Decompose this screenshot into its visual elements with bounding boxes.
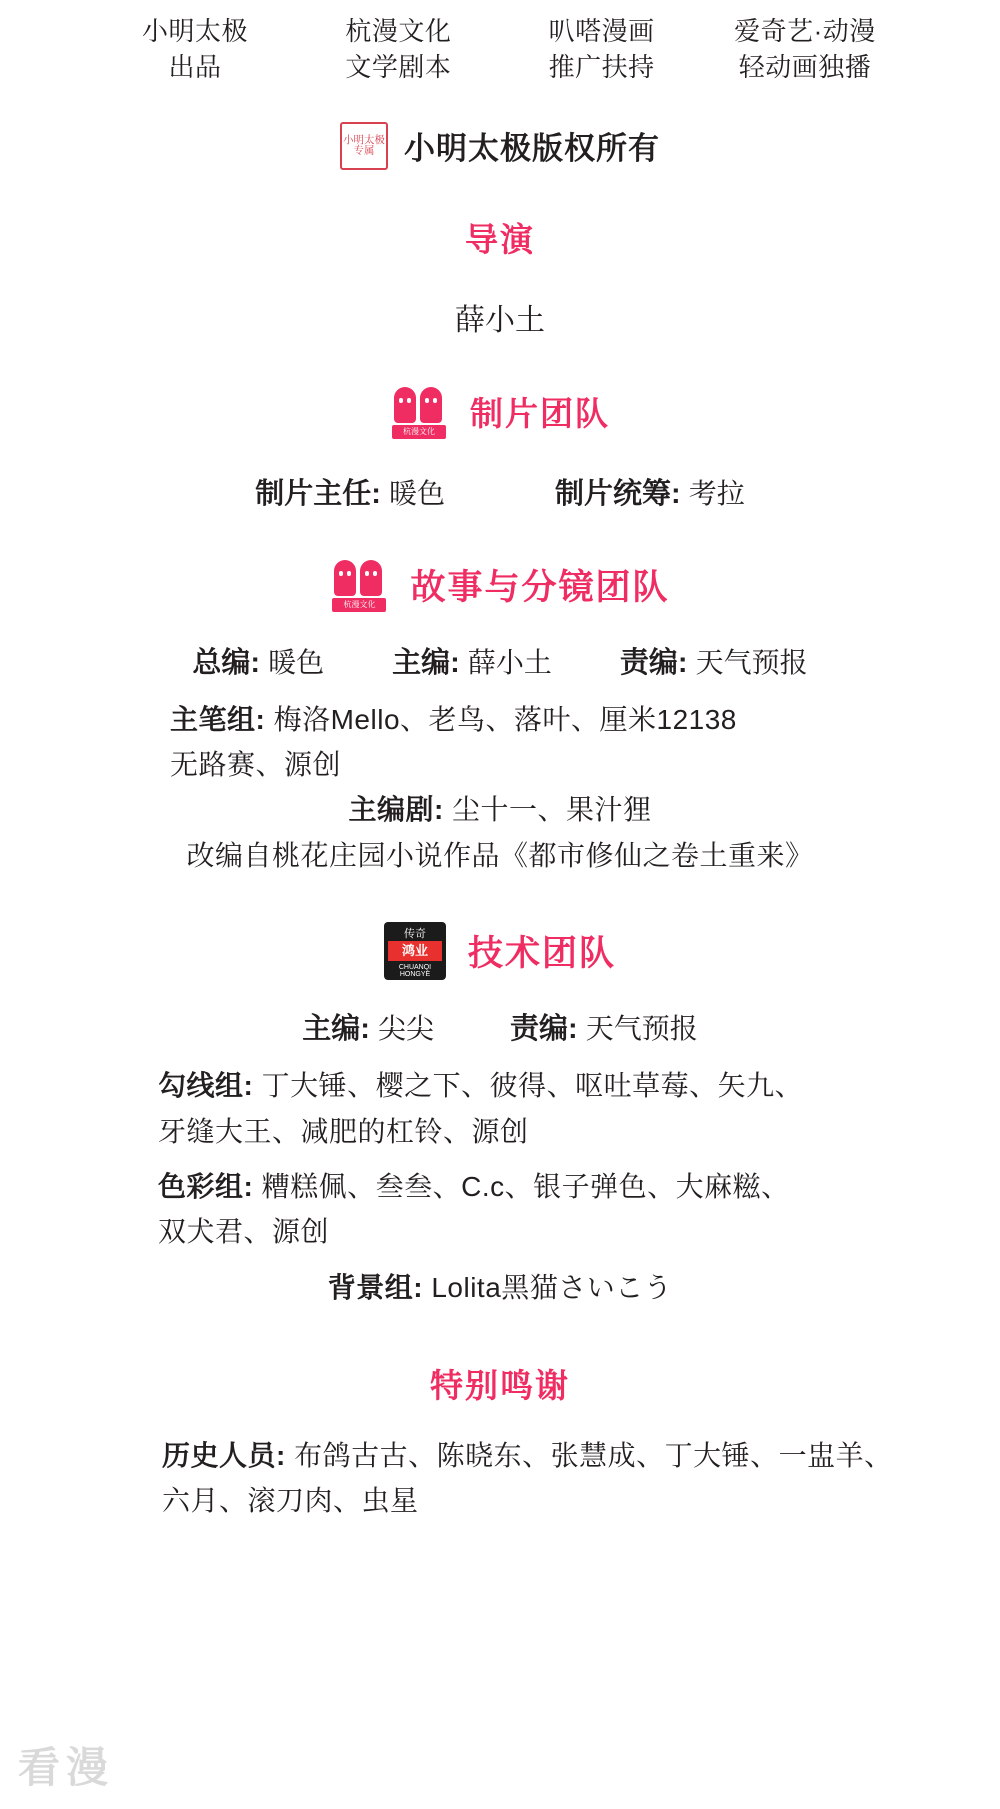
credit-label: 责编: xyxy=(619,646,688,679)
production-roles xyxy=(40,471,960,512)
credit-entry xyxy=(555,471,745,512)
credit-label: 制片统筹: xyxy=(555,477,681,510)
section-heading: 导演 xyxy=(465,220,535,258)
section-heading: 制片团队 xyxy=(470,395,610,433)
credit-value: 尘十一、果汁狸 xyxy=(452,794,652,826)
section-heading: 特别鸣谢 xyxy=(430,1366,570,1404)
credit-line xyxy=(40,1109,960,1154)
section-special-thanks xyxy=(40,1360,960,1407)
story-roles xyxy=(40,640,960,681)
credit-label: 制片主任: xyxy=(255,477,381,510)
sponsor-line2: 文学剧本 xyxy=(345,51,452,82)
credit-value: 布鸽古古、陈晓东、张慧成、丁大锤、一盅羊、 xyxy=(294,1439,893,1471)
credit-label: 主编: xyxy=(302,1013,370,1046)
credit-entry xyxy=(192,640,324,681)
credit-value: 梅洛Mello、老鸟、落叶、厘米12138 xyxy=(273,703,737,735)
copyright-text: 小明太极版权所有 xyxy=(404,131,660,167)
sponsor-line2: 轻动画独播 xyxy=(738,51,872,82)
credit-entry xyxy=(255,471,445,512)
credit-value: 尖尖 xyxy=(377,1013,434,1045)
section-story xyxy=(40,556,960,878)
tech-heading-row xyxy=(40,922,960,980)
sponsor-line2: 出品 xyxy=(168,51,222,82)
seal-stamp-icon xyxy=(340,122,388,170)
credit-line xyxy=(40,1433,960,1478)
credit-value: 天气预报 xyxy=(585,1013,698,1045)
credit-label: 勾线组: xyxy=(158,1070,254,1102)
credit-line xyxy=(40,1265,960,1310)
hangman-culture-logo-icon xyxy=(330,556,388,614)
credit-label: 总编: xyxy=(192,646,261,679)
credit-value: 暖色 xyxy=(268,646,325,678)
sponsor-line1: 小明太极 xyxy=(141,16,248,46)
credit-line xyxy=(40,1478,960,1523)
section-heading: 故事与分镜团队 xyxy=(410,567,670,607)
credit-line xyxy=(40,1164,960,1209)
credit-value: 牙缝大王、减肥的杠铃、源创 xyxy=(158,1115,529,1147)
section-director xyxy=(40,214,960,339)
sponsor-line1: 叭嗒漫画 xyxy=(548,16,655,46)
sponsor-row xyxy=(40,0,960,86)
chuanqi-hongye-logo-icon xyxy=(384,922,446,980)
sponsor-line1: 杭漫文化 xyxy=(345,16,452,46)
credit-value: 双犬君、源创 xyxy=(158,1216,330,1248)
section-production xyxy=(40,383,960,512)
credit-label: 主编: xyxy=(392,646,460,679)
sponsor-line2: 推广扶持 xyxy=(548,51,655,82)
sponsor-line1: 爱奇艺·动漫 xyxy=(734,16,876,46)
tech-roles xyxy=(40,1006,960,1047)
logo-label: 杭漫文化 xyxy=(392,425,446,439)
sponsor-item xyxy=(95,14,295,86)
section-tech xyxy=(40,922,960,1310)
credit-line xyxy=(40,1209,960,1254)
credit-value: 考拉 xyxy=(688,477,745,509)
credit-entry xyxy=(510,1006,698,1047)
credit-line xyxy=(40,787,960,832)
credit-label: 责编: xyxy=(510,1013,578,1046)
credit-entry xyxy=(302,1006,434,1047)
logo-label: 杭漫文化 xyxy=(332,598,386,612)
director-heading-row xyxy=(40,214,960,261)
director-name: 薛小土 xyxy=(455,303,545,337)
credit-value: 天气预报 xyxy=(695,646,808,678)
adaptation-line: 改编自桃花庄园小说作品《都市修仙之卷土重来》 xyxy=(186,839,814,871)
credit-value: 薛小土 xyxy=(467,646,552,678)
credit-value: 无路赛、源创 xyxy=(170,749,342,781)
production-heading-row xyxy=(40,383,960,441)
credit-label: 历史人员: xyxy=(162,1439,286,1471)
seal-text: 小明太极专属 xyxy=(343,134,385,157)
watermark: 看漫 xyxy=(18,1744,115,1791)
logo-mid-label: 鸿业 xyxy=(388,941,442,961)
credit-label: 背景组: xyxy=(327,1271,424,1303)
section-heading: 技术团队 xyxy=(467,934,616,974)
credit-label: 主笔组: xyxy=(170,703,266,735)
credit-value: Lolita黑猫さいこう xyxy=(431,1271,673,1303)
credit-entry xyxy=(620,640,808,681)
credit-line xyxy=(40,697,960,742)
credit-line xyxy=(40,742,960,787)
credit-entry xyxy=(392,640,552,681)
hangman-culture-logo-icon xyxy=(390,383,448,441)
sponsor-item xyxy=(705,14,905,86)
sponsor-item xyxy=(298,14,498,86)
credit-value: 暖色 xyxy=(388,477,445,509)
special-thanks-list xyxy=(40,1433,960,1524)
credit-value: 糟糕佩、叁叁、C.c、银子弹色、大麻糍、 xyxy=(261,1170,790,1202)
credit-label: 主编剧: xyxy=(348,794,444,826)
credit-line xyxy=(40,1063,960,1108)
story-heading-row xyxy=(40,556,960,614)
credit-label: 色彩组: xyxy=(158,1170,254,1202)
credit-value: 六月、滚刀肉、虫星 xyxy=(162,1485,419,1517)
copyright-row xyxy=(40,122,960,170)
logo-bottom-label: CHUANQI HONGYE xyxy=(398,964,432,979)
logo-top-label: 传奇 xyxy=(403,928,426,941)
sponsor-item xyxy=(502,14,702,86)
credit-value: 丁大锤、樱之下、彼得、呕吐草莓、矢九、 xyxy=(261,1070,804,1102)
tech-groups xyxy=(40,1063,960,1310)
story-main-artists xyxy=(40,697,960,878)
